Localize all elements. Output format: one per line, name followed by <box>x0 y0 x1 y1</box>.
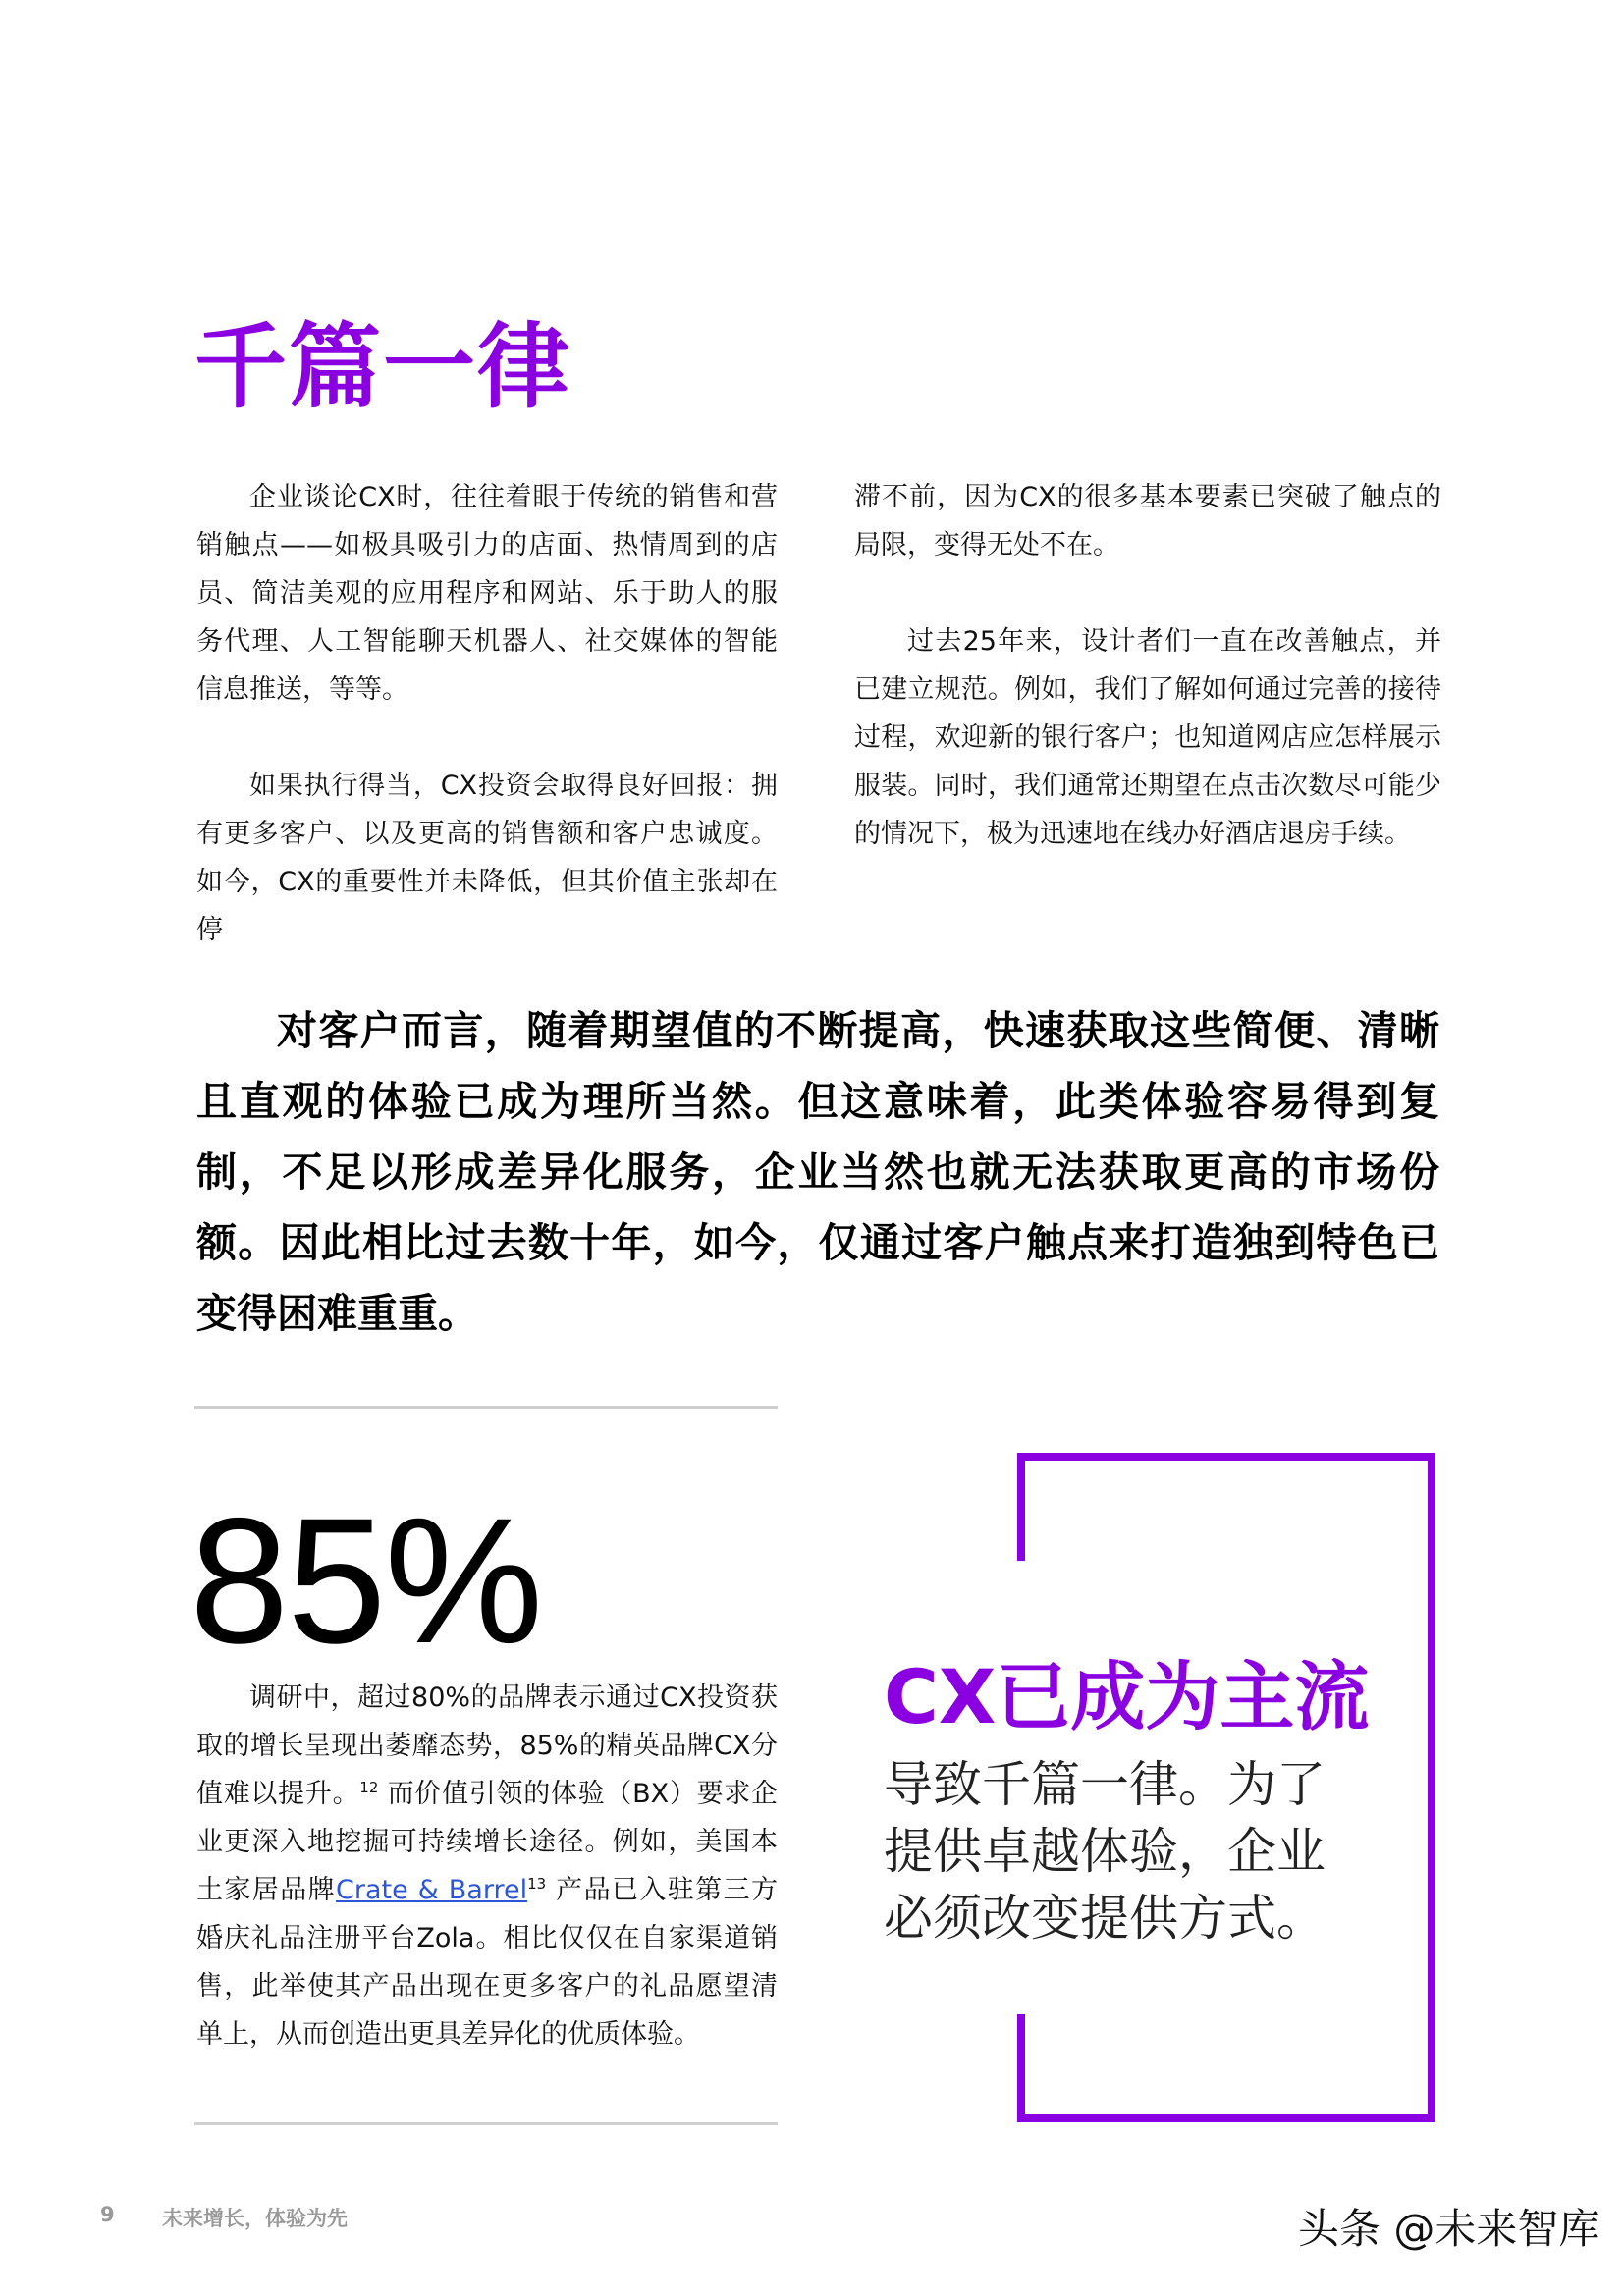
paragraph: 如果执行得当，CX投资会取得良好回报：拥有更多客户、以及更高的销售额和客户忠诚度。如今，CX的重要性并未降低，但其价值主张却在停 <box>196 771 778 945</box>
paragraph: 企业谈论CX时，往往着眼于传统的销售和营销触点——如极具吸引力的店面、热情周到的店员、简洁美观的应用程序和网站、乐于助人的服务代理、人工智能聊天机器人、社交媒体的智能信息推送，等等。 <box>196 482 778 705</box>
paragraph: 过去25年来，设计者们一直在改善触点，并已建立规范。例如，我们了解如何通过完善的接待过程，欢迎新的银行客户；也知道网店应怎样展示服装。同时，我们通常还期望在点击次数尽可能少的情况下，极为迅速地在线办好酒店退房手续。 <box>854 626 1441 849</box>
pull-quote: 对客户而言，随着期望值的不断提高，快速获取这些简便、清晰且直观的体验已成为理所当然。但这意味着，此类体验容易得到复制，不足以形成差异化服务，企业当然也就无法获取更高的市场份额。因此相比过去数十年，如今，仅通过客户触点来打造独到特色已变得困难重重。 <box>196 1007 1439 1337</box>
footnote-ref-12[interactable]: 12 <box>359 1779 379 1796</box>
stat-number: 85% <box>189 1480 542 1681</box>
stat-text-part: 而价值引领的体验（BX）要求企业更深入地挖掘可持续增长途径。例如，美国本土家居品牌 <box>196 1779 778 1905</box>
watermark: 头条 @未来智库 <box>1298 2205 1600 2253</box>
page-title: 千篇一律 <box>194 314 572 421</box>
footer-title: 未来增长，体验为先 <box>162 2207 348 2230</box>
divider <box>194 2122 778 2125</box>
stat-text-part: 调研中，超过80%的品牌表示通过CX投资获取的增长呈现出萎靡态势，85%的精英品牌CX分值难以提升。 <box>196 1682 778 1809</box>
footnote-ref-13[interactable]: 13 <box>527 1875 547 1893</box>
stat-text-part: 产品已入驻第三方婚庆礼品注册平台Zola。相比仅仅在自家渠道销售，此举使其产品出现在更多客户的礼品愿望清单上，从而创造出更具差异化的优质体验。 <box>196 1875 778 2050</box>
stat-description <box>196 1674 778 2058</box>
page-number: 9 <box>100 2203 115 2226</box>
callout-heading: CX已成为主流 <box>884 1637 1369 1744</box>
right-column <box>854 473 1441 858</box>
left-column <box>196 473 778 954</box>
callout-text: 导致千篇一律。为了提供卓越体验，企业必须改变提供方式。 <box>884 1756 1326 1947</box>
divider <box>194 1406 778 1409</box>
crate-and-barrel-link[interactable]: Crate & Barrel <box>336 1875 528 1905</box>
paragraph: 滞不前，因为CX的很多基本要素已突破了触点的局限，变得无处不在。 <box>854 482 1441 561</box>
